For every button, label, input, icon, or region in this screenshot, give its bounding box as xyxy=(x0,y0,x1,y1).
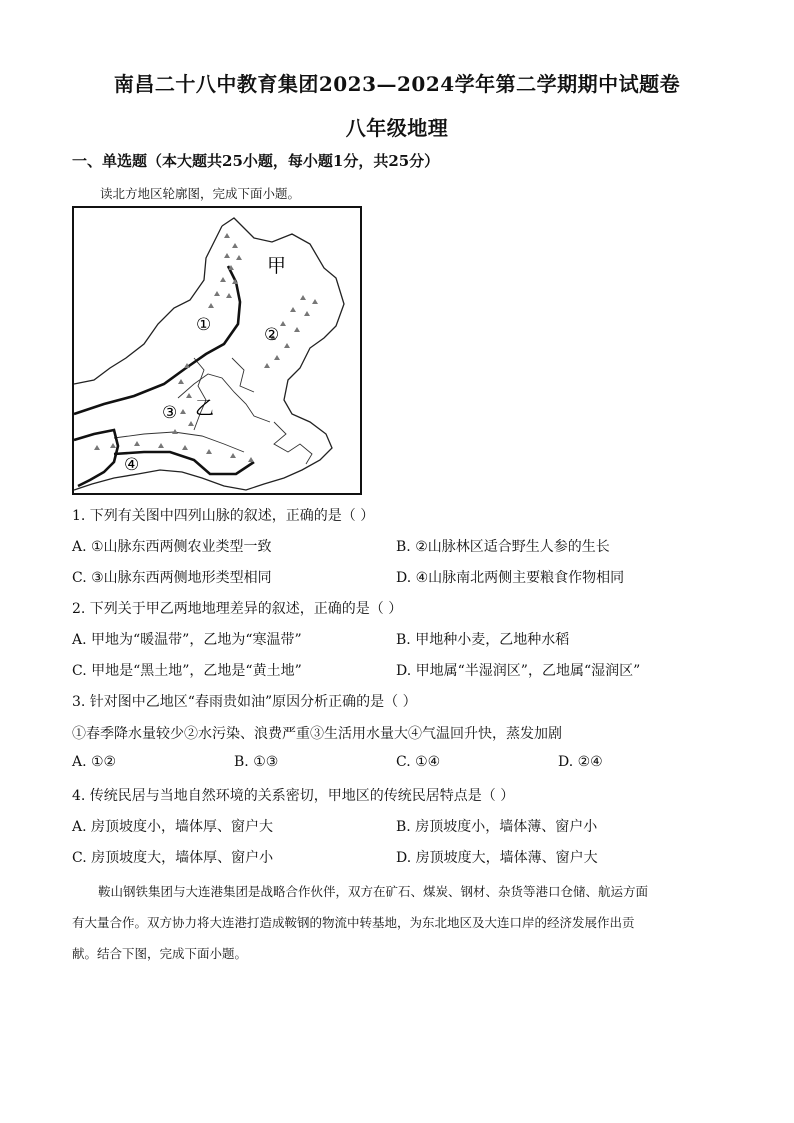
province-line xyxy=(194,358,206,430)
question-4-option-c: C. 房顶坡度大，墙体厚、窗户小 xyxy=(72,850,274,866)
question-2-option-c: C. 甲地是“黑土地”，乙地是“黄土地” xyxy=(72,663,302,679)
question-4-stem: 4. 传统民居与当地自然环境的关系密切，甲地区的传统民居特点是（ ） xyxy=(72,788,515,804)
province-line xyxy=(114,432,244,452)
question-3-option-a: A. ①② xyxy=(72,754,117,770)
province-line xyxy=(232,358,254,392)
map-label-region-b: 乙 xyxy=(195,397,215,419)
boundary-thick xyxy=(74,266,240,414)
mountain-range-3 xyxy=(172,363,194,434)
question-3-stem: 3. 针对图中乙地区“春雨贵如油”原因分析正确的是（ ） xyxy=(72,694,417,710)
exam-subtitle: 八年级地理 xyxy=(345,116,449,140)
boundary-thick xyxy=(74,430,118,486)
question-3-option-b: B. ①③ xyxy=(234,754,279,770)
map-intro: 读北方地区轮廓图，完成下面小题。 xyxy=(100,186,301,201)
question-3-option-d: D. ②④ xyxy=(558,754,603,770)
passage-line-2: 有大量合作。双方协力将大连港打造成鞍钢的物流中转基地，为东北地区及大连口岸的经济发展作出贡 xyxy=(72,915,635,930)
passage xyxy=(72,876,722,969)
question-1-option-b: B. ②山脉林区适合野生人参的生长 xyxy=(396,539,610,555)
question-2-option-d: D. 甲地属“半湿润区”，乙地属“湿润区” xyxy=(396,663,641,679)
map-label-m4: ④ xyxy=(124,455,140,475)
question-2-stem: 2. 下列关于甲乙两地地理差异的叙述，正确的是（ ） xyxy=(72,601,403,617)
map-label-m2: ② xyxy=(264,325,280,345)
north-china-map xyxy=(72,206,362,495)
map-label-region-a: 甲 xyxy=(267,255,287,277)
question-2-option-a: A. 甲地为“暖温带”，乙地为“寒温带” xyxy=(72,632,302,648)
question-1-option-c: C. ③山脉东西两侧地形类型相同 xyxy=(72,570,272,586)
question-3-option-c: C. ①④ xyxy=(396,754,441,770)
map-drawing xyxy=(74,208,360,493)
exam-title: 南昌二十八中教育集团2023—2024学年第二学期期中试题卷 xyxy=(113,72,681,96)
question-1-option-d: D. ④山脉南北两侧主要粮食作物相同 xyxy=(396,570,625,586)
section-heading: 一、单选题（本大题共25小题，每小题1分，共25分） xyxy=(72,152,440,170)
question-4-option-a: A. 房顶坡度小，墙体厚、窗户大 xyxy=(72,819,274,835)
question-4-option-b: B. 房顶坡度小，墙体薄、窗户小 xyxy=(396,819,598,835)
question-2-option-b: B. 甲地种小麦，乙地种水稻 xyxy=(396,632,570,648)
question-3-statements: ①春季降水量较少②水污染、浪费严重③生活用水量大④气温回升快，蒸发加剧 xyxy=(72,726,562,742)
coastline xyxy=(274,422,312,464)
question-4-option-d: D. 房顶坡度大，墙体薄、窗户大 xyxy=(396,850,598,866)
passage-line-3: 献。结合下图，完成下面小题。 xyxy=(72,946,248,961)
map-label-m1: ① xyxy=(196,315,212,335)
map-label-m3: ③ xyxy=(162,403,178,423)
question-1-option-a: A. ①山脉东西两侧农业类型一致 xyxy=(72,539,272,555)
passage-line-1: 鞍山钢铁集团与大连港集团是战略合作伙伴，双方在矿石、煤炭、钢材、杂货等港口仓储、航运方面 xyxy=(98,884,649,899)
question-1-stem: 1. 下列有关图中四列山脉的叙述，正确的是（ ） xyxy=(72,508,375,524)
